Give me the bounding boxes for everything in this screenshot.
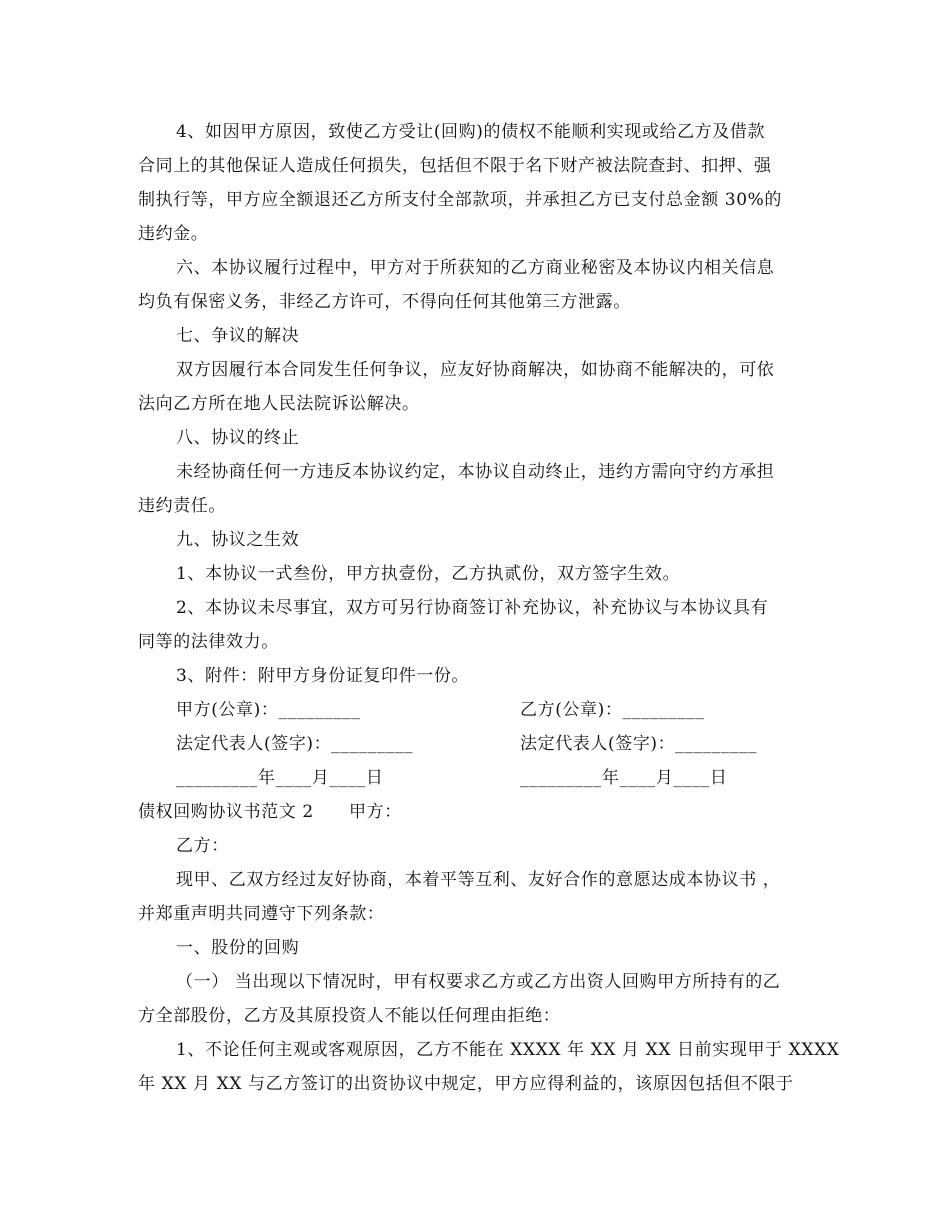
section-heading: 一、股份的回购 (176, 938, 300, 958)
text-line: 2、本协议未尽事宜，双方可另行协商签订补充协议，补充协议与本协议具有 (176, 598, 769, 618)
text-line: 均负有保密义务，非经乙方许可，不得向任何其他第三方泄露。 (138, 292, 631, 312)
text-line: 同等的法律效力。 (138, 632, 279, 652)
section-heading: 八、协议的终止 (176, 428, 300, 448)
party-b-representative-field: 法定代表人(签字)：_________ (520, 734, 758, 754)
text-line: 并郑重声明共同遵守下列条款： (138, 904, 385, 924)
text-line: 未经协商任何一方违反本协议约定，本协议自动终止，违约方需向守约方承担 (176, 462, 775, 482)
text-line: 制执行等，甲方应全额退还乙方所支付全部款项，并承担乙方已支付总金额 30%的 (138, 190, 782, 210)
text-line: 年 XX 月 XX 与乙方签订的出资协议中规定，甲方应得利益的，该原因包括但不限于 (138, 1074, 794, 1094)
party-b-seal-field: 乙方(公章)：_________ (520, 700, 705, 720)
text-line: 4、如因甲方原因，致使乙方受让(回购)的债权不能顺利实现或给乙方及借款 (176, 122, 766, 142)
text-line: （一） 当出现以下情况时，甲有权要求乙方或乙方出资人回购甲方所持有的乙 (176, 972, 781, 992)
text-line: 方全部股份，乙方及其原投资人不能以任何理由拒绝： (138, 1006, 561, 1026)
party-b-date-field: _________年____月____日 (520, 768, 728, 788)
section-heading: 七、争议的解决 (176, 326, 300, 346)
text-line: 合同上的其他保证人造成任何损失，包括但不限于名下财产被法院查封、扣押、强 (138, 156, 772, 176)
text-line: 1、本协议一式叁份，甲方执壹份，乙方执贰份，双方签字生效。 (176, 564, 681, 584)
text-line: 法向乙方所在地人民法院诉讼解决。 (138, 394, 420, 414)
party-a-date-field: _________年____月____日 (176, 768, 384, 788)
text-line: 1、不论任何主观或客观原因，乙方不能在 XXXX 年 XX 月 XX 日前实现甲于 XXXX (176, 1040, 840, 1060)
text-line: 违约金。 (138, 224, 209, 244)
party-a-representative-field: 法定代表人(签字)：_________ (176, 734, 414, 754)
document-title-line: 债权回购协议书范文 2 甲方： (138, 802, 402, 822)
text-line: 违约责任。 (138, 496, 226, 516)
text-line: 3、附件：附甲方身份证复印件一份。 (176, 666, 470, 686)
text-line: 双方因履行本合同发生任何争议，应友好协商解决，如协商不能解决的，可依 (176, 360, 775, 380)
text-line: 乙方： (176, 836, 229, 856)
text-line: 现甲、乙双方经过友好协商，本着平等互利、友好合作的意愿达成本协议书 ， (176, 870, 781, 890)
party-a-seal-field: 甲方(公章)：_________ (176, 700, 361, 720)
text-line: 六、本协议履行过程中，甲方对于所获知的乙方商业秘密及本协议内相关信息 (176, 258, 775, 278)
section-heading: 九、协议之生效 (176, 530, 300, 550)
